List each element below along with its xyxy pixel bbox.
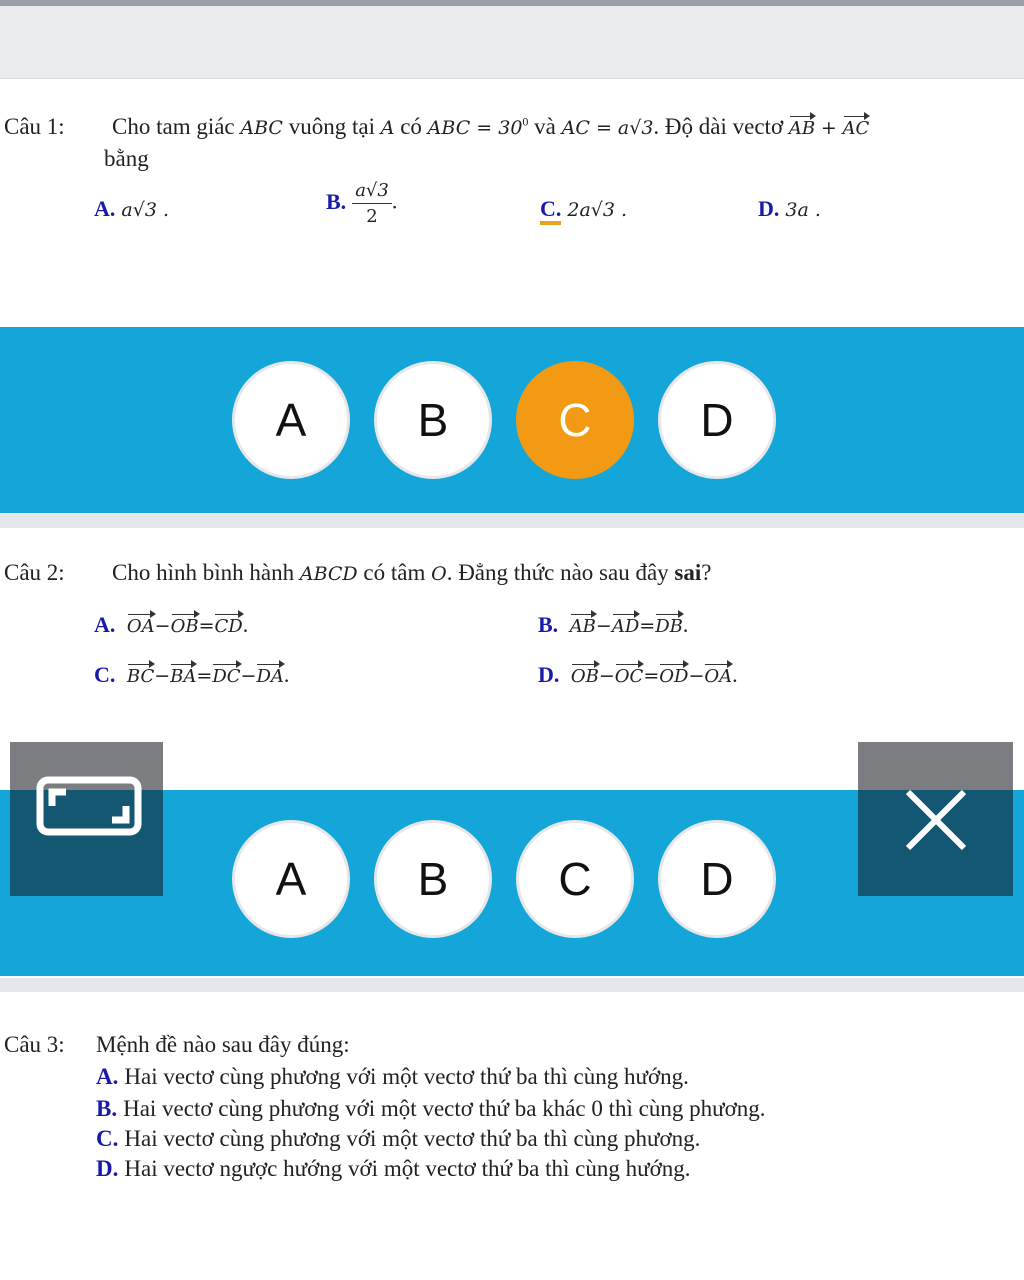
q2-option-d-vec-1: OB — [570, 666, 599, 687]
close-icon — [858, 742, 1013, 896]
q2-option-a-vec-1: OA — [126, 616, 155, 637]
q2-option-b — [538, 612, 688, 638]
q2-option-a — [94, 612, 248, 638]
separator-2 — [0, 978, 1024, 992]
answer-2-button-c[interactable]: C — [516, 820, 634, 938]
question-1-label: Câu 1: — [4, 114, 65, 139]
q2-shape: ABCD — [299, 563, 358, 585]
q2-option-d-op-2: − — [688, 665, 705, 687]
answer-2-button-a[interactable]: A — [232, 820, 350, 938]
q1-option-c — [540, 196, 627, 222]
q1-text-d: và — [534, 114, 556, 139]
q1-option-a — [94, 196, 169, 222]
q1-option-c-value: 2a√3 . — [567, 199, 628, 221]
q2-option-d-op-1: − — [598, 665, 615, 687]
q2-option-a-op: − — [154, 615, 171, 637]
q1-option-b-denominator: 2 — [366, 206, 378, 227]
q1-option-b-tail: . — [391, 188, 398, 214]
q3-option-b-letter: B. — [96, 1096, 118, 1121]
question-2-label: Câu 2: — [4, 560, 65, 585]
q1-option-a-value: a√3 . — [121, 199, 169, 221]
q1-option-d — [758, 196, 821, 222]
q2-option-a-vec-3: CD — [214, 616, 243, 637]
q1-point-a: A — [380, 117, 395, 139]
q1-angle-condition: ABC = 30 — [427, 117, 523, 139]
q1-text-e: . Độ dài vectơ — [653, 114, 784, 139]
q1-text-a: Cho tam giác — [112, 114, 235, 139]
q3-option-d-text: Hai vectơ ngược hướng với một vectơ thứ ba thì cùng hướng. — [124, 1156, 691, 1181]
q1-plus: + — [820, 117, 837, 139]
q2-option-c-op-1: − — [154, 665, 171, 687]
q1-length-condition: AC = a√3 — [561, 117, 654, 139]
q2-option-b-op: − — [595, 615, 612, 637]
q2-option-d-vec-2: OC — [614, 666, 644, 687]
q3-option-b — [96, 1096, 766, 1122]
q2-option-b-vec-3: DB — [655, 616, 683, 637]
q2-option-c-letter: C. — [94, 662, 116, 687]
q2-option-d-tail: . — [732, 662, 738, 687]
question-3-label: Câu 3: — [4, 1032, 65, 1057]
q2-option-b-vec-2: AD — [611, 616, 640, 637]
q1-text-b: vuông tại — [288, 114, 375, 139]
answer-2-button-d[interactable]: D — [658, 820, 776, 938]
answer-panel-1 — [0, 327, 1024, 513]
q2-option-b-vec-1: AB — [569, 616, 596, 637]
top-shadow — [0, 0, 1024, 6]
q2-option-a-eq: = — [198, 615, 215, 637]
q2-option-d — [538, 662, 738, 688]
q2-option-b-eq: = — [639, 615, 656, 637]
question-1 — [0, 110, 1024, 250]
q2-text-b: có tâm — [363, 560, 426, 585]
q3-option-c — [96, 1126, 700, 1152]
q2-option-c-vec-4: DA — [256, 666, 284, 687]
q3-option-a-letter: A. — [96, 1064, 119, 1089]
q2-option-b-tail: . — [682, 612, 689, 637]
q1-option-a-letter: A. — [94, 196, 116, 221]
answer-1-button-d[interactable]: D — [658, 361, 776, 479]
separator-1 — [0, 514, 1024, 528]
resize-button[interactable] — [10, 742, 163, 896]
q1-option-b-letter: B. — [326, 188, 347, 214]
q2-question-mark: ? — [701, 560, 712, 585]
q2-option-c-eq: = — [196, 665, 213, 687]
q2-option-a-tail: . — [242, 612, 249, 637]
q2-option-d-letter: D. — [538, 662, 560, 687]
q2-text-a: Cho hình bình hành — [112, 560, 295, 585]
question-3-title: Mệnh đề nào sau đây đúng: — [96, 1032, 350, 1057]
q2-option-c-tail: . — [283, 662, 290, 687]
question-1-text — [112, 114, 869, 140]
resize-icon — [10, 742, 163, 896]
q2-option-c-op-2: − — [240, 665, 257, 687]
answer-1-button-b[interactable]: B — [374, 361, 492, 479]
answer-2-button-b[interactable]: B — [374, 820, 492, 938]
q3-option-b-text: Hai vectơ cùng phương với một vectơ thứ ba khác 0 thì cùng phương. — [123, 1096, 766, 1121]
q1-option-d-letter: D. — [758, 196, 780, 221]
q3-option-d-letter: D. — [96, 1156, 119, 1181]
question-2 — [0, 558, 1024, 698]
q3-option-a-text: Hai vectơ cùng phương với một vectơ thứ ba thì cùng hướng. — [124, 1064, 689, 1089]
q2-option-c-vec-3: DC — [212, 666, 241, 687]
q3-option-d — [96, 1156, 691, 1182]
q2-option-a-vec-2: OB — [170, 616, 199, 637]
q2-bold-word: sai — [674, 560, 702, 585]
q1-triangle: ABC — [240, 117, 283, 139]
answer-1-button-a[interactable]: A — [232, 361, 350, 479]
q3-option-a — [96, 1064, 689, 1090]
q2-option-c — [94, 662, 289, 688]
q1-vector-ab: AB — [788, 118, 816, 139]
q2-text-c: . Đẳng thức nào sau đây — [446, 560, 669, 585]
q1-option-c-letter: C. — [540, 196, 561, 225]
q1-option-b-numerator: a√3 — [352, 180, 392, 204]
q3-option-c-letter: C. — [96, 1126, 119, 1151]
close-button[interactable] — [858, 742, 1013, 896]
q2-option-d-vec-3: OD — [659, 666, 689, 687]
q2-option-d-vec-4: OA — [704, 666, 733, 687]
q2-option-d-eq: = — [643, 665, 660, 687]
question-3 — [0, 1030, 1024, 1200]
q1-degree: 0 — [522, 114, 529, 129]
q1-option-d-value: 3a . — [785, 199, 821, 221]
q3-option-c-text: Hai vectơ cùng phương với một vectơ thứ ba thì cùng phương. — [124, 1126, 701, 1151]
question-2-text — [112, 560, 711, 586]
q1-option-b-fraction — [352, 180, 392, 227]
q1-option-b — [326, 180, 397, 227]
answer-1-button-c[interactable]: C — [516, 361, 634, 479]
q2-option-c-vec-1: BC — [126, 666, 155, 687]
q2-option-b-letter: B. — [538, 612, 559, 637]
q1-text-c: có — [400, 114, 422, 139]
question-1-line-2: bằng — [104, 146, 149, 171]
q2-center: O — [431, 563, 447, 585]
q2-option-c-vec-2: BA — [170, 666, 197, 687]
q1-vector-ac: AC — [842, 118, 870, 139]
q2-option-a-letter: A. — [94, 612, 116, 637]
top-bar — [0, 0, 1024, 79]
